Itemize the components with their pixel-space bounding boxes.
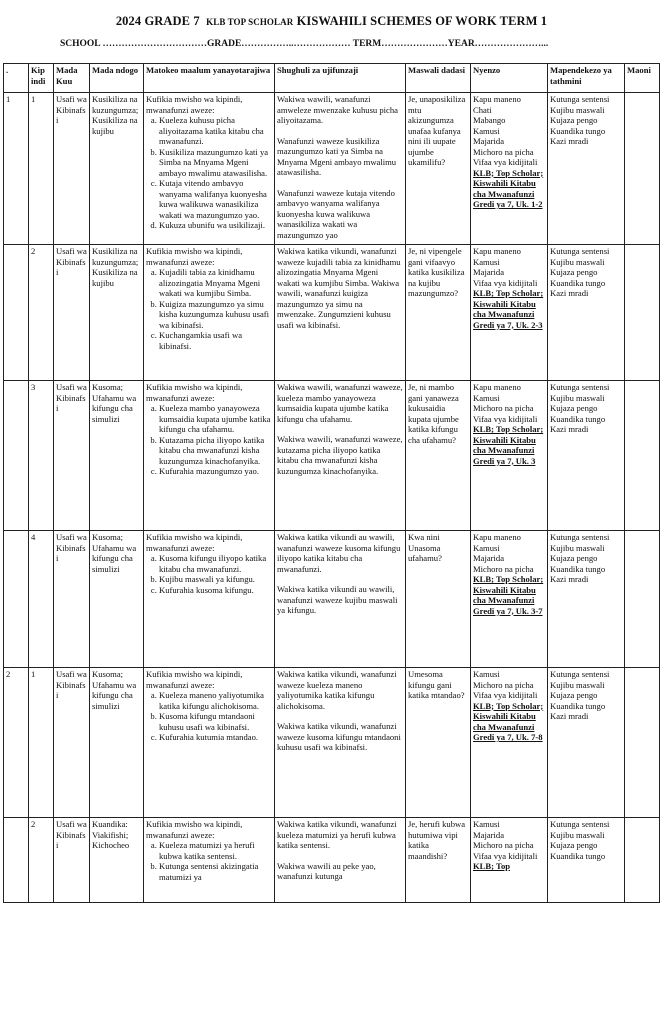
table-header-row [4,64,660,93]
table-row [4,93,660,245]
matokeo-cell [144,245,275,381]
nyenzo-item: Michoro na picha [473,840,534,850]
maoni-cell [625,668,660,818]
shughuli-cell [275,381,406,531]
nyenzo-reference: KLB; Top Scholar; Kiswahili Kitabu cha Mwanafunzi Gredi ya 7, Uk. 3-7 [473,574,544,616]
week-cell [4,531,29,668]
nyenzo-item: Michoro na picha [473,146,534,157]
column-header: Maswali dadasi [406,64,471,93]
mada-kuu-cell: Usafi wa Kibinafsi [54,668,90,818]
tathmini-cell [548,93,625,245]
tathmini-item: Kuandika tungo [550,700,606,711]
nyenzo-cell [471,531,548,668]
list-item: a. Kusoma kifungu iliyopo katika kitabu cha mwanafunzi. [159,553,272,574]
tathmini-item: Kutunga sentensi [550,382,610,392]
list-item: a. Kueleza matumizi ya herufi kubwa katika sentensi. [159,840,272,861]
mada-ndogo-cell: Kusoma; Ufahamu wa kifungu cha simulizi [90,531,144,668]
shughuli-paragraph: Wakiwa katika vikundi, wanafunzi waweze kueleza maneno yaliyotumika katika kifungu alichokisoma. [277,669,397,711]
title-subject: KISWAHILI SCHEMES OF WORK TERM 1 [296,14,548,28]
nyenzo-item: Michoro na picha [473,403,534,413]
scheme-table [3,63,660,903]
tathmini-cell [548,668,625,818]
tathmini-item: Kutunga sentensi [550,246,610,256]
matokeo-intro: Kufikia mwisho wa kipindi, mwanafunzi aweze: [146,382,243,403]
column-header: Mapendekezo ya tathmini [548,64,625,93]
mada-kuu-cell: Usafi wa Kibinafsi [54,531,90,668]
mada-kuu-cell: Usafi wa Kibinafsi [54,381,90,531]
matokeo-cell [144,668,275,818]
list-item: d. Kukuza ubunifu wa usikilizaji. [159,220,272,231]
nyenzo-item: Vifaa vya kidijitali [473,277,538,288]
tathmini-item: Kujaza pengo [550,403,598,413]
mada-kuu-cell: Usafi wa Kibinafsi [54,93,90,245]
tathmini-item: Kuandika tungo [550,563,606,574]
list-item: c. Kufurahia kutumia mtandao. [159,732,272,743]
nyenzo-item: Kamusi [473,542,500,553]
maswali-cell: Je, ni mambo gani yanaweza kukusaidia kupata ujumbe katika kifungu cha ufahamu? [406,381,471,531]
nyenzo-cell [471,245,548,381]
list-item: b. Kutazama picha iliyopo katika kitabu cha mwanafunzi kisha kuzungumza kinachofanyika. [159,435,272,467]
title-year-grade: 2024 GRADE 7 [115,14,200,28]
table-body [4,93,660,903]
tathmini-item: Kujaza pengo [550,115,598,125]
shughuli-paragraph: Wanafunzi waweze kusikiliza mazungumzo kati ya Simba na Mnyama Mgeni ambayo mwalimu atawasilisha. [277,135,397,177]
shughuli-paragraph: Wanafunzi waweze kutaja vitendo ambavyo wanyama walifanya kuonyesha kuwa walikuwa wanasikiliza wakati wa mazungumzo yao [277,187,395,240]
nyenzo-item: Majarida [473,829,505,840]
table-row [4,531,660,668]
list-item: b. Kujibu maswali ya kifungu. [159,574,272,585]
shughuli-paragraph: Wakiwa wawili, wanafunzi amweleze mwenzake kuhusu picha aliyoitazama. [277,94,398,125]
nyenzo-item: Kapu maneno [473,94,521,104]
tathmini-cell [548,381,625,531]
list-item: a. Kujadili tabia za kinidhamu alizozingatia Mnyama Mgeni wakati wa kumjibu Simba. [159,267,272,299]
nyenzo-reference: KLB; Top [473,861,511,871]
tathmini-item: Kutunga sentensi [550,532,610,542]
list-item: c. Kufurahia kusoma kifungu. [159,585,272,596]
lesson-cell: 2 [29,245,54,381]
tathmini-item: Kujibu maswali [550,679,605,690]
list-item: a. Kueleza maneno yaliyotumika katika kifungu alichokisoma. [159,690,272,711]
nyenzo-reference: KLB; Top Scholar; Kiswahili Kitabu cha Mwanafunzi Gredi ya 7, Uk. 3 [473,424,544,466]
document-title [0,14,663,30]
mada-kuu-cell: Usafi wa Kibinafsi [54,245,90,381]
title-publisher: KLB TOP SCHOLAR [206,17,294,27]
nyenzo-reference: KLB; Top Scholar; Kiswahili Kitabu cha Mwanafunzi Gredi ya 7, Uk. 7-8 [473,700,544,742]
maswali-cell: Je, herufi kubwa hutumiwa vipi katika maandishi? [406,818,471,903]
column-header: Nyenzo [471,64,548,93]
tathmini-item: Kuandika tungo [550,125,606,136]
tathmini-item: Kujibu maswali [550,104,605,115]
tathmini-item: Kazi mradi [550,288,589,298]
matokeo-intro: Kufikia mwisho wa kipindi, mwanafunzi aweze: [146,246,243,267]
list-item: c. Kuchangamkia usafi wa kibinafsi. [159,330,272,351]
mada-ndogo-cell: Kusoma; Ufahamu wa kifungu cha simulizi [90,381,144,531]
nyenzo-item: Vifaa vya kidijitali [473,850,538,861]
tathmini-item: Kujaza pengo [550,267,598,277]
nyenzo-item: Michoro na picha [473,679,534,690]
shughuli-paragraph: Wakiwa katika vikundi, wanafunzi kueleza matumizi ya herufi kubwa katika sentensi. [277,819,397,850]
nyenzo-cell [471,668,548,818]
list-item: b. Kusoma kifungu mtandaoni kuhusu usafi wa kibinafsi. [159,711,272,732]
nyenzo-item: Vifaa vya kidijitali [473,690,538,700]
column-header: Mada ndogo [90,64,144,93]
list-item: a. Kueleza mambo yanayoweza kumsaidia kupata ujumbe katika kifungu cha ufahamu. [159,403,272,435]
nyenzo-item: Kamusi [473,392,500,403]
tathmini-item: Kujibu maswali [550,392,605,403]
mada-ndogo-cell: Kusikiliza na kuzungumza; Kusikiliza na kujibu [90,245,144,381]
shughuli-cell [275,245,406,381]
nyenzo-item: Majarida [473,136,505,146]
maswali-cell: Je, unaposikiliza mtu akizungumza unafaa kufanya nini ili uupate ujumbe ukamilifu? [406,93,471,245]
matokeo-cell [144,381,275,531]
matokeo-list [146,553,272,595]
nyenzo-item: Chati [473,104,492,115]
matokeo-intro: Kufikia mwisho wa kipindi, mwanafunzi aweze: [146,669,243,690]
mada-ndogo-cell: Kusikiliza na kuzungumza; Kusikiliza na kujibu [90,93,144,245]
maoni-cell [625,531,660,668]
shughuli-paragraph: Wakiwa katika vikundi au wawili, wanafunzi waweze kujibu maswali ya kifungu. [277,584,398,615]
shughuli-paragraph: Wakiwa wawili, wanafunzi waweze, kutazama picha iliyopo katika kitabu cha mwanafunzi kisha kuzungumza kinachofanyika. [277,434,403,476]
table-row [4,381,660,531]
table-row [4,245,660,381]
list-item: b. Kuigiza mazungumzo ya simu kisha kuzungumza kuhusu usafi wa kibinafsi. [159,299,272,331]
matokeo-list [146,690,272,743]
maoni-cell [625,245,660,381]
week-cell: 1 [4,93,29,245]
tathmini-item: Kutunga sentensi [550,669,610,679]
maoni-cell [625,93,660,245]
column-header: Maoni [625,64,660,93]
tathmini-item: Kujaza pengo [550,690,598,700]
column-header: Matokeo maalum yanayotarajiwa [144,64,275,93]
list-item: c. Kufurahia mazungumzo yao. [159,466,272,477]
nyenzo-cell [471,818,548,903]
nyenzo-reference: KLB; Top Scholar; Kiswahili Kitabu cha Mwanafunzi Gredi ya 7, Uk. 1-2 [473,167,544,209]
column-header: Shughuli za ujifunzaji [275,64,406,93]
mada-ndogo-cell: Kuandika: Viakifishi; Kichocheo [90,818,144,903]
maswali-cell: Umesoma kifungu gani katika mtandao? [406,668,471,818]
column-header: Mada Kuu [54,64,90,93]
nyenzo-item: Michoro na picha [473,563,534,574]
nyenzo-item: Kapu maneno [473,532,521,542]
mada-ndogo-cell: Kusoma; Ufahamu wa kifungu cha simulizi [90,668,144,818]
nyenzo-item: Kamusi [473,669,500,679]
shughuli-cell [275,818,406,903]
tathmini-item: Kuandika tungo [550,277,606,288]
tathmini-item: Kazi mradi [550,136,589,146]
matokeo-cell [144,531,275,668]
lesson-cell: 4 [29,531,54,668]
matokeo-intro: Kufikia mwisho wa kipindi, mwanafunzi aweze: [146,94,243,115]
shughuli-paragraph: Wakiwa wawili au peke yao, wanafunzi kutunga [277,860,376,881]
matokeo-list [146,840,272,882]
tathmini-cell [548,818,625,903]
lesson-cell: 1 [29,93,54,245]
tathmini-item: Kutunga sentensi [550,819,610,829]
shughuli-paragraph: Wakiwa katika vikundi, wanafunzi waweze kusoma kifungu mtandaoni kuhusu usafi wa kibinafsi. [277,721,401,752]
list-item: b. Kutunga sentensi akizingatia matumizi ya [159,861,272,882]
shughuli-cell [275,93,406,245]
shughuli-cell [275,668,406,818]
tathmini-item: Kuandika tungo [550,413,606,424]
matokeo-list [146,115,272,231]
matokeo-cell [144,93,275,245]
week-cell [4,381,29,531]
tathmini-item: Kazi mradi [550,424,589,434]
maoni-cell [625,381,660,531]
matokeo-cell [144,818,275,903]
maoni-cell [625,818,660,903]
table-row [4,818,660,903]
tathmini-item: Kujaza pengo [550,840,598,850]
matokeo-list [146,267,272,351]
tathmini-item: Kujaza pengo [550,553,598,563]
tathmini-item: Kujibu maswali [550,542,605,553]
tathmini-item: Kujibu maswali [550,256,605,267]
week-cell: 2 [4,668,29,818]
maswali-cell: Je, ni vipengele gani vifaavyo katika kusikiliza na kujibu mazungumzo? [406,245,471,381]
lesson-cell: 1 [29,668,54,818]
nyenzo-item: Vifaa vya kidijitali [473,413,538,424]
column-header: . [4,64,29,93]
tathmini-item: Kuandika tungo [550,850,606,861]
week-cell [4,245,29,381]
nyenzo-reference: KLB; Top Scholar; Kiswahili Kitabu cha Mwanafunzi Gredi ya 7, Uk. 2-3 [473,288,544,330]
shughuli-paragraph: Wakiwa katika vikundi au wawili, wanafunzi waweze kusoma kifungu iliyopo katika kitabu cha mwanafunzi. [277,532,401,574]
nyenzo-item: Kapu maneno [473,246,521,256]
nyenzo-item: Majarida [473,553,505,563]
lesson-cell: 3 [29,381,54,531]
nyenzo-cell [471,381,548,531]
matokeo-intro: Kufikia mwisho wa kipindi, mwanafunzi aweze: [146,532,243,553]
table-row [4,668,660,818]
matokeo-intro: Kufikia mwisho wa kipindi, mwanafunzi aweze: [146,819,243,840]
tathmini-item: Kazi mradi [550,574,589,584]
nyenzo-item: Kapu maneno [473,382,521,392]
list-item: c. Kutaja vitendo ambavyo wanyama walifanya kuonyesha kuwa walikuwa wanasikiliza wakati wa mazungumzo yao. [159,178,272,220]
school-meta-line: SCHOOL ……………………………GRADE……………..……………… TERM…………………YEAR…………………... [60,39,549,49]
tathmini-item: Kujibu maswali [550,829,605,840]
list-item: b. Kusikiliza mazungumzo kati ya Simba na Mnyama Mgeni ambayo mwalimu atawasilisha. [159,147,272,179]
tathmini-cell [548,245,625,381]
shughuli-cell [275,531,406,668]
nyenzo-item: Kamusi [473,819,500,829]
shughuli-paragraph: Wakiwa katika vikundi, wanafunzi waweze kujadili tabia za kinidhamu alizozingatia Mnyama Mgeni wakati wa kumjibu Simba. Wakiwa wawili, wanafunzi kuigiza mazungumzo ya simu na mwenzake. Zungumzieni kuhusu usafi wa kibinafsi. [277,246,401,330]
column-header: Kip indi [29,64,54,93]
tathmini-item: Kazi mradi [550,711,589,721]
lesson-cell: 2 [29,818,54,903]
list-item: a. Kueleza kuhusu picha aliyoitazama katika kitabu cha mwanafunzi. [159,115,272,147]
nyenzo-item: Vifaa vya kidijitali [473,157,538,167]
tathmini-cell [548,531,625,668]
week-cell [4,818,29,903]
nyenzo-item: Majarida [473,267,505,277]
nyenzo-item: Kamusi [473,256,500,267]
maswali-cell: Kwa nini Unasoma ufahamu? [406,531,471,668]
tathmini-item: Kutunga sentensi [550,94,610,104]
matokeo-list [146,403,272,477]
shughuli-paragraph: Wakiwa wawili, wanafunzi waweze, kueleza mambo yanayoweza kumsaidia kupata ujumbe katika kifungu cha ufahamu. [277,382,403,424]
nyenzo-item: Kamusi [473,125,500,136]
mada-kuu-cell: Usafi wa Kibinafsi [54,818,90,903]
nyenzo-item: Mabango [473,115,506,125]
nyenzo-cell [471,93,548,245]
